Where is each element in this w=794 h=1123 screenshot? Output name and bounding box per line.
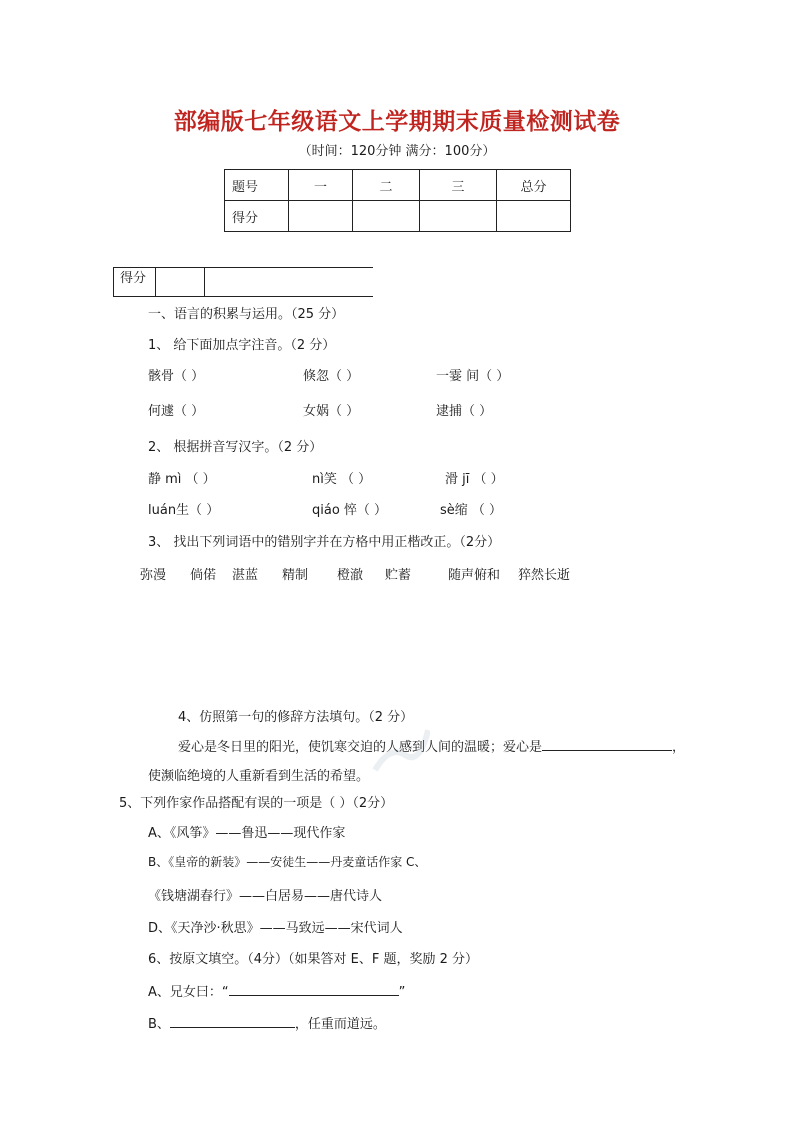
q5-option-d: D、《天净沙·秋思》——马致远——宋代词人 xyxy=(148,921,403,936)
q6-a-answer-blank[interactable] xyxy=(229,995,399,996)
q6-b-prefix: B、 xyxy=(148,1017,170,1032)
grade-box-label: 得分 xyxy=(113,267,155,297)
q6-a-prefix: A、兄女曰：“ xyxy=(148,985,229,1000)
q5-option-a: A、《风筝》——鲁迅——现代作家 xyxy=(148,826,346,841)
score-row-label: 得分 xyxy=(225,201,289,232)
q2-item-1: 静 mì （ ） xyxy=(148,472,216,487)
grade-box xyxy=(113,267,373,297)
q5-option-b: B、《皇帝的新装》——安徒生——丹麦童话作家 C、 xyxy=(148,855,427,869)
section1-heading: 一、语言的积累与运用。（25 分） xyxy=(148,307,345,322)
q4-prompt: 4、仿照第一句的修辞方法填句。（2 分） xyxy=(178,710,414,725)
q1-item-1: 骸骨（ ） xyxy=(148,369,205,384)
exam-title: 部编版七年级语文上学期期末质量检测试卷 xyxy=(173,109,621,135)
q1-item-2: 倏忽（ ） xyxy=(303,369,360,384)
q1-prompt: 1、 给下面加点字注音。（2 分） xyxy=(148,338,336,353)
q6-item-b xyxy=(148,1013,386,1032)
score-cell-total[interactable] xyxy=(497,201,571,232)
q2-item-4: luán生（ ） xyxy=(148,503,220,518)
score-table-score-row xyxy=(225,201,571,232)
q6-item-a xyxy=(148,981,405,1000)
q4-line2: 使濒临绝境的人重新看到生活的希望。 xyxy=(148,769,370,784)
score-header-3: 三 xyxy=(420,170,497,201)
score-cell-1[interactable] xyxy=(289,201,353,232)
q1-item-6: 逮捕（ ） xyxy=(436,404,493,419)
q4-answer-blank[interactable] xyxy=(542,750,672,751)
score-header-total: 总分 xyxy=(497,170,571,201)
q3-word: 贮蓄 xyxy=(385,568,412,583)
q1-item-5: 女娲（ ） xyxy=(303,404,360,419)
q4-line1-text: 爱心是冬日里的阳光，使饥寒交迫的人感到人间的温暖；爱心是 xyxy=(178,740,543,755)
q3-prompt: 3、 找出下列词语中的错别字并在方格中用正楷改正。（2分） xyxy=(148,535,501,550)
score-header-2: 二 xyxy=(353,170,420,201)
q2-item-2: nì笑 （ ） xyxy=(312,472,372,487)
score-table-header-row xyxy=(225,170,571,201)
q3-word: 弥漫 xyxy=(140,568,167,583)
q6-b-suffix: ，任重而道远。 xyxy=(294,1017,386,1032)
q5-prompt: 5、下列作家作品搭配有误的一项是（ ）（2分） xyxy=(119,796,394,811)
q3-word: 倘偌 xyxy=(190,568,217,583)
q4-line1 xyxy=(178,736,685,755)
grade-box-signature-cell[interactable] xyxy=(205,267,373,297)
grade-box-score-cell[interactable] xyxy=(155,267,205,297)
q2-item-6: sè缩 （ ） xyxy=(440,503,503,518)
watermark-icon xyxy=(370,725,430,780)
q5-option-c: 《钱塘湖春行》——白居易——唐代诗人 xyxy=(148,889,383,904)
q6-b-answer-blank[interactable] xyxy=(170,1027,295,1028)
q6-prompt: 6、按原文填空。（4分）（如果答对 E、F 题，奖励 2 分） xyxy=(148,952,479,967)
q2-prompt: 2、 根据拼音写汉字。（2 分） xyxy=(148,440,323,455)
q2-item-5: qiáo 悴（ ） xyxy=(312,503,388,518)
q6-a-suffix: ” xyxy=(398,985,406,1000)
q1-item-4: 何遽（ ） xyxy=(148,404,205,419)
q3-word: 猝然长逝 xyxy=(518,568,571,583)
q1-item-3: 一霎 间（ ） xyxy=(436,369,510,384)
q3-word: 随声俯和 xyxy=(448,568,501,583)
score-table xyxy=(224,169,571,232)
score-cell-3[interactable] xyxy=(420,201,497,232)
q3-word: 湛蓝 xyxy=(232,568,259,583)
q3-word: 橙澈 xyxy=(337,568,364,583)
score-cell-2[interactable] xyxy=(353,201,420,232)
score-header-label: 题号 xyxy=(225,170,289,201)
q2-item-3: 滑 jī （ ） xyxy=(445,472,504,487)
score-header-1: 一 xyxy=(289,170,353,201)
q4-line1-end: ， xyxy=(672,740,686,755)
exam-subtitle: （时间：120分钟 满分：100分） xyxy=(298,144,496,159)
q3-word: 精制 xyxy=(282,568,309,583)
